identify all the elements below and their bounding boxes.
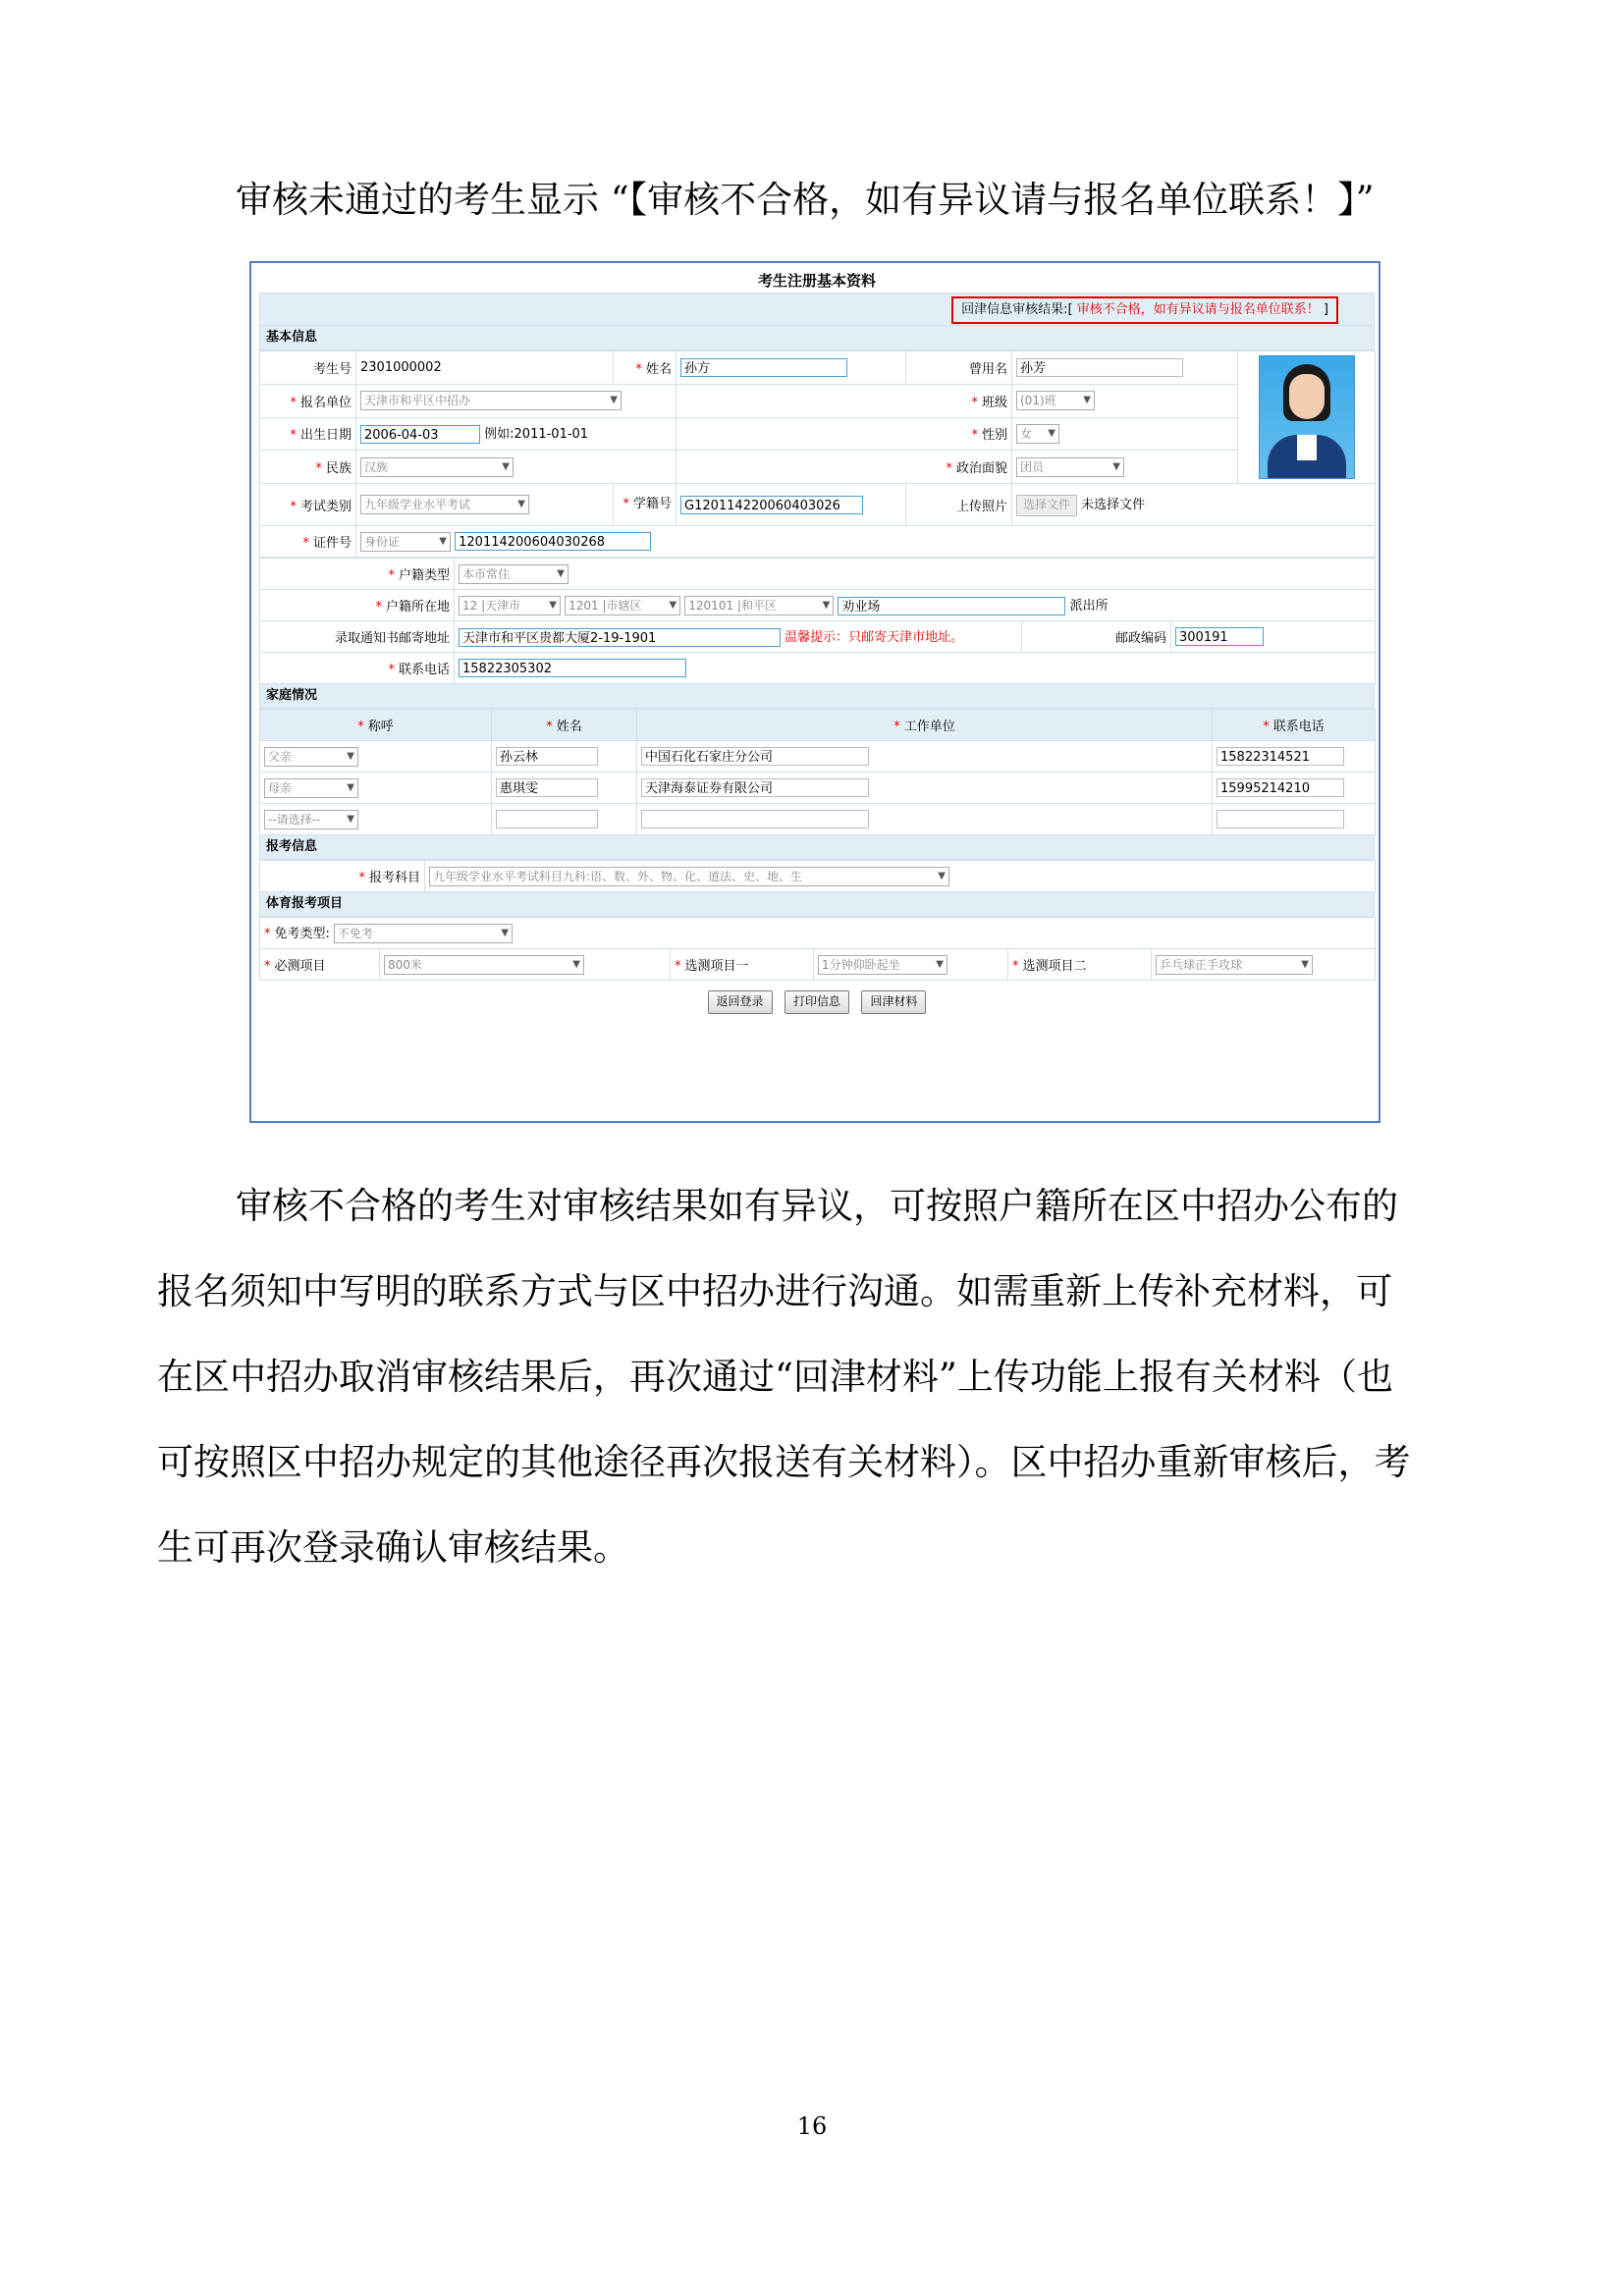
mail-label: 录取通知书邮寄地址 [260,621,455,653]
birth-label: 出生日期 [299,428,352,444]
choose-file-button[interactable]: 选择文件 [1016,495,1077,516]
exam-no-value: 2301000002 [356,351,614,385]
paragraph-line: 报名须知中写明的联系方式与区中招办进行沟通。如需重新上传补充材料，可 [157,1270,1392,1312]
ethnic-select[interactable]: 汉族 ▼ [360,457,514,477]
return-material-button[interactable]: 回津材料 [861,990,926,1014]
birth-input[interactable]: 2006-04-03 [360,425,480,444]
opt2-select[interactable]: 乒乓球正手攻球 ▼ [1156,955,1313,975]
form-screenshot [249,261,1380,1123]
unit-select[interactable]: 天津市和平区中招办 ▼ [360,391,622,410]
exam-type-select[interactable]: 九年级学业水平考试 ▼ [360,495,529,514]
hukou-type-label: 户籍类型 [398,568,450,583]
id-no-input[interactable]: 120114200604030268 [455,532,651,551]
subjects-select[interactable]: 九年级学业水平考试科目九科:语、数、外、物、化、道法、史、地、生 ▼ [429,867,949,886]
student-no-input[interactable]: G120114220060403026 [680,496,863,514]
family-header-work: 工作单位 [903,720,955,734]
subjects-label: 报考科目 [368,871,420,885]
exam-no-label: 考生号 [260,351,356,385]
relation-select[interactable]: 父亲 ▼ [264,747,358,767]
table-row [260,741,1376,773]
postcode-input[interactable]: 300191 [1175,627,1264,646]
name-label: 姓名 [645,361,672,377]
paragraph-line: 生可再次登录确认审核结果。 [157,1526,629,1569]
family-header-phone: 联系电话 [1272,720,1325,734]
hukou-city-select[interactable]: 12 |天津市 ▼ [459,596,561,615]
page-number: 16 [796,2112,828,2140]
back-login-button[interactable]: 返回登录 [708,990,773,1014]
button-row [259,981,1375,1014]
family-work-input[interactable] [641,810,869,828]
subjects-table: * 报考科目 九年级学业水平考试科目九科:语、数、外、物、化、道法、史、地、生 ▼ [259,860,1376,892]
student-no-label: 学籍号 [632,497,672,511]
family-table: * 称呼 * 姓名 * 工作单位 * 联系电话 父亲 ▼ 孙云林 中国石化石家庄分公司 15822314521 母亲 ▼ 惠琪雯 天津海泰证券有限公司 15995214210 --请选择-- ▼ [259,709,1376,835]
family-header-name: 姓名 [556,720,582,734]
mail-input[interactable]: 天津市和平区贵都大厦2-19-1901 [459,628,781,647]
unit-label: 报名单位 [299,395,352,410]
print-info-button[interactable]: 打印信息 [785,990,849,1014]
phone-input[interactable]: 15822305302 [459,659,686,677]
gender-label: 性别 [981,428,1007,444]
political-select[interactable]: 团员 ▼ [1016,457,1124,477]
form-title: 考生注册基本资料 [757,272,876,290]
postcode-label: 邮政编码 [1022,621,1171,653]
used-name-input[interactable]: 孙芳 [1016,358,1183,377]
section-family: 家庭情况 [259,684,1375,709]
family-phone-input[interactable]: 15822314521 [1217,747,1344,766]
family-header-relation: 称呼 [367,720,394,734]
class-label: 班级 [981,395,1007,410]
id-label: 证件号 [312,536,352,551]
family-name-input[interactable] [496,810,598,828]
table-row [260,804,1376,835]
pe-table: * 免考类型: 不免考 ▼ * 必测项目 800米 ▼ * 选测项目一 1分钟仰卧起坐 ▼ * 选测项目二 乒乓球正手攻球 ▼ [259,917,1376,981]
used-name-label: 曾用名 [906,351,1012,385]
photo-label: 上传照片 [906,484,1012,526]
family-name-input[interactable]: 孙云林 [496,747,598,766]
basic-info-table: 考生号 2301000002 * 姓名 孙方 曾用名 孙芳 * 报名单位 天津市和平区中招办 ▼ * 班级 (01)班 ▼ * 出生日期 2006-04-03 例如:2011-01-01 * 性别 女 ▼ * 民族 汉族 ▼ * 政治面貌 团员 ▼ * 考试类别 九年级学业水平考试 ▼ * 学籍号 G120114220060403026 上传照片 选择文件 未选择文件 * 证件号 身份证 ▼ 120114200604030268 [259,350,1376,558]
id-type-select[interactable]: 身份证 ▼ [360,532,451,552]
phone-label: 联系电话 [398,663,450,677]
hukou-area-select[interactable]: 120101 |和平区 ▼ [684,596,834,615]
gender-select[interactable]: 女 ▼ [1016,424,1059,444]
required-select[interactable]: 800米 ▼ [384,955,584,975]
family-work-input[interactable]: 中国石化石家庄分公司 [641,747,869,766]
hukou-loc-label: 户籍所在地 [385,600,450,614]
section-subjects: 报考信息 [259,835,1375,860]
opt1-select[interactable]: 1分钟仰卧起坐 ▼ [818,955,947,975]
exempt-select[interactable]: 不免考 ▼ [334,924,513,943]
hukou-suffix: 派出所 [1069,598,1109,614]
intro-paragraph: 审核未通过的考生显示 “【审核不合格，如有异议请与报名单位联系！】” [236,179,1375,221]
family-phone-input[interactable]: 15995214210 [1217,778,1344,797]
birth-hint: 例如:2011-01-01 [484,427,589,443]
ethnic-label: 民族 [325,461,352,477]
table-row [260,773,1376,804]
hukou-district-select[interactable]: 1201 |市辖区 ▼ [565,596,680,615]
hukou-type-select[interactable]: 本市常住 ▼ [459,564,568,584]
name-input[interactable]: 孙方 [680,358,847,377]
mail-warning: 温馨提示：只邮寄天津市地址。 [785,630,964,645]
review-result-label: 回津信息审核结果:[ [961,302,1073,317]
opt2-label: 选测项目二 [1022,959,1087,974]
file-status: 未选择文件 [1081,497,1146,512]
class-select[interactable]: (01)班 ▼ [1016,391,1095,410]
section-pe: 体育报考项目 [259,892,1375,917]
exempt-label: 免考类型: [274,926,330,941]
hukou-street-input[interactable]: 劝业场 [838,597,1065,615]
exam-type-label: 考试类别 [299,499,352,514]
paragraph-line: 在区中招办取消审核结果后，再次通过“回津材料”上传功能上报有关材料（也 [157,1356,1393,1398]
hukou-table: * 户籍类型 本市常住 ▼ * 户籍所在地 12 |天津市 ▼ 1201 |市辖区 ▼ 120101 |和平区 ▼ 劝业场 派出所 录取通知书邮寄地址 天津市和平区贵都大厦2-19-1901 温馨提示：只邮寄天津市地址。 邮政编码 300191 * 联系电话 15822305302 [259,558,1376,684]
paragraph-line: 可按照区中招办规定的其他途径再次报送有关材料）。区中招办重新审核后，考 [157,1441,1411,1483]
review-result-close: ] [1323,302,1328,317]
result-bar [259,293,1375,326]
relation-select[interactable]: --请选择-- ▼ [264,810,358,829]
family-work-input[interactable]: 天津海泰证券有限公司 [641,778,869,797]
required-label: 必测项目 [274,959,326,974]
review-result [951,296,1338,324]
section-basic-info: 基本信息 [259,326,1375,350]
relation-select[interactable]: 母亲 ▼ [264,778,358,798]
political-label: 政治面貌 [955,461,1007,477]
opt1-label: 选测项目一 [684,959,749,974]
explanation-paragraph [157,1163,1492,1590]
review-result-value: 审核不合格，如有异议请与报名单位联系！ [1076,302,1320,317]
student-photo [1259,355,1355,479]
paragraph-line: 审核不合格的考生对审核结果如有异议，可按照户籍所在区中招办公布的 [236,1185,1398,1227]
family-name-input[interactable]: 惠琪雯 [496,778,598,797]
family-phone-input[interactable] [1217,810,1344,828]
